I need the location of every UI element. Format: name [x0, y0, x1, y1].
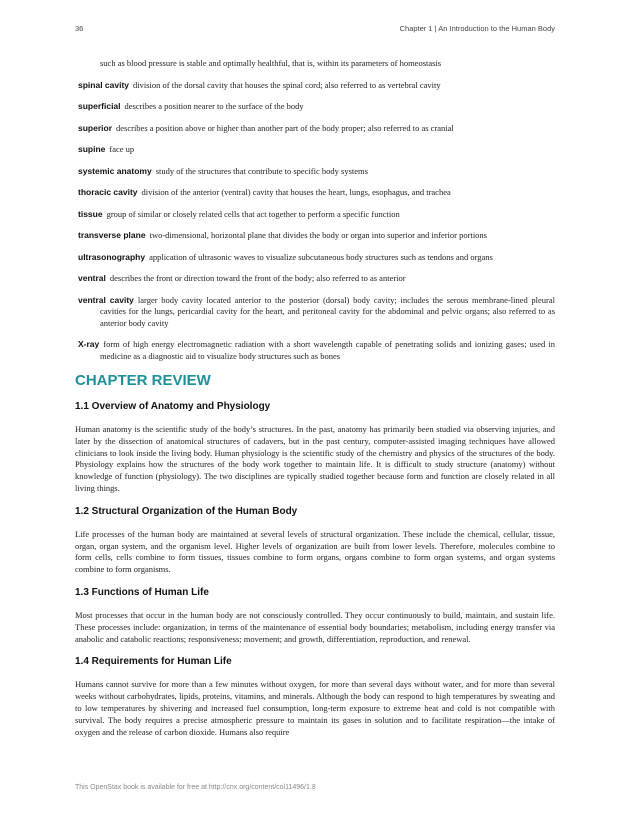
glossary-definition: division of the dorsal cavity that houses the spinal cord; also referred to as vertebral cavity	[133, 79, 441, 90]
glossary-term: superior	[78, 122, 113, 133]
section-text: Most processes that occur in the human body are not consciously controlled. They occur continuously to build, maintain, and sustain life. These processes include: organization, in terms of the maintenance of essential body boundaries; metabolism, including energy transfer via anabolic and catabolic reactions; responsiveness; movement; and growth, differentiation, reproduction, and renewal.	[75, 609, 555, 644]
glossary-definition: two-dimensional, horizontal plane that divides the body or organ into superior and inferior portions	[149, 230, 487, 240]
section-text: Life processes of the human body are maintained at several levels of structural organization. These include the chemical, cellular, tissue, organ, organ system, and the organism level. Higher levels of organization are built from lower levels. Therefore, molecules combine to form cells, cells combine to form tissues, tissues combine to form organs, organs combine to form organ systems, and organ systems combine to form organisms.	[75, 528, 555, 575]
glossary-term: ventral cavity	[78, 294, 134, 305]
glossary-definition: describes a position above or higher than another part of the body proper; also referred to as cranial	[116, 122, 454, 133]
review-section	[75, 401, 555, 495]
page-content	[75, 58, 555, 749]
review-section	[75, 656, 555, 738]
section-heading: 1.4 Requirements for Human Life	[75, 656, 232, 668]
glossary-term: transverse plane	[78, 230, 146, 240]
glossary-continuation: such as blood pressure is stable and optimally healthful, that is, within its parameters of homeostasis	[100, 58, 442, 68]
glossary-entry	[75, 187, 555, 199]
review-section	[75, 506, 555, 576]
glossary-term: spinal cavity	[78, 79, 130, 90]
chapter-review-title: CHAPTER REVIEW	[75, 372, 211, 389]
glossary-entry	[75, 273, 555, 285]
glossary-entry	[75, 252, 555, 264]
glossary-entry	[75, 101, 555, 113]
review-section	[75, 587, 555, 645]
glossary-definition: larger body cavity located anterior to the posterior (dorsal) body cavity; includes the serous membrane-lined pleural cavities for the lungs, pericardial cavity for the heart, and peritoneal cavity for the abdominal and pelvic organs; also referred to as anterior body cavity	[100, 294, 556, 328]
page-number: 36	[75, 24, 84, 33]
section-heading: 1.2 Structural Organization of the Human Body	[75, 505, 298, 517]
glossary-entry	[75, 166, 555, 178]
glossary-term: supine	[78, 144, 106, 154]
page-footer: This OpenStax book is available for free at http://cnx.org/content/col11496/1.8	[75, 784, 316, 791]
section-text: Human anatomy is the scientific study of the body’s structures. In the past, anatomy has primarily been studied via observing injuries, and later by the dissection of anatomical structures of cadavers, but in the past century, computer-assisted imaging techniques have allowed clinicians to look inside the living body. Human physiology is the scientific study of the chemistry and physics of the structures of the body. Physiology explains how the structures of the body work together to maintain life. It is difficult to study structure (anatomy) without knowledge of function (physiology). The two disciplines are typically studied together because form and function are closely related in all living things.	[75, 424, 555, 493]
glossary-list	[75, 80, 555, 363]
glossary-entry	[75, 230, 555, 242]
section-heading: 1.3 Functions of Human Life	[75, 586, 209, 598]
glossary-term: ultrasonography	[78, 251, 146, 262]
glossary-entry	[75, 80, 555, 92]
section-heading: 1.1 Overview of Anatomy and Physiology	[75, 401, 271, 412]
glossary-term: systemic anatomy	[78, 165, 152, 176]
glossary-entry	[75, 209, 555, 221]
glossary-entry	[75, 144, 555, 156]
glossary-term: ventral	[78, 273, 106, 283]
glossary-definition: describes the front or direction toward the front of the body; also referred to as anterior	[109, 273, 406, 283]
glossary-definition: face up	[109, 144, 135, 154]
glossary-definition: application of ultrasonic waves to visualize subcutaneous body structures such as tendons and organs	[149, 251, 493, 262]
running-chapter-title: Chapter 1 | An Introduction to the Human Body	[399, 24, 555, 33]
glossary-definition: group of similar or closely related cells that act together to perform a specific function	[106, 208, 400, 219]
glossary-term: X-ray	[78, 339, 100, 349]
page-header	[75, 24, 555, 33]
glossary-definition: division of the anterior (ventral) cavity that houses the heart, lungs, esophagus, and trachea	[141, 187, 451, 197]
glossary-term: thoracic cavity	[78, 187, 138, 197]
glossary-term: tissue	[78, 208, 103, 219]
glossary-definition: form of high energy electromagnetic radiation with a short wavelength capable of penetrating solids and ionizing gases; used in medicine as a diagnostic aid to visualize body structures such as bones	[100, 339, 555, 361]
glossary-entry	[75, 339, 555, 362]
glossary-definition: study of the structures that contribute to specific body systems	[155, 165, 368, 176]
glossary-entry	[75, 123, 555, 135]
glossary-definition: describes a position nearer to the surface of the body	[124, 101, 304, 111]
glossary-term: superficial	[78, 101, 121, 111]
section-text: Humans cannot survive for more than a few minutes without oxygen, for more than several days without water, and for more than several weeks without carbohydrates, lipids, proteins, vitamins, and minerals. Although the body can respond to high temperatures by sweating and to low temperatures by shivering and increased fuel consumption, long-term exposure to extreme heat and cold is not compatible with survival. The body requires a precise atmospheric pressure to maintain its gases in solution and to facilitate respiration—the intake of oxygen and the release of carbon dioxide. Humans also require	[75, 679, 555, 737]
glossary-entry	[75, 295, 555, 330]
